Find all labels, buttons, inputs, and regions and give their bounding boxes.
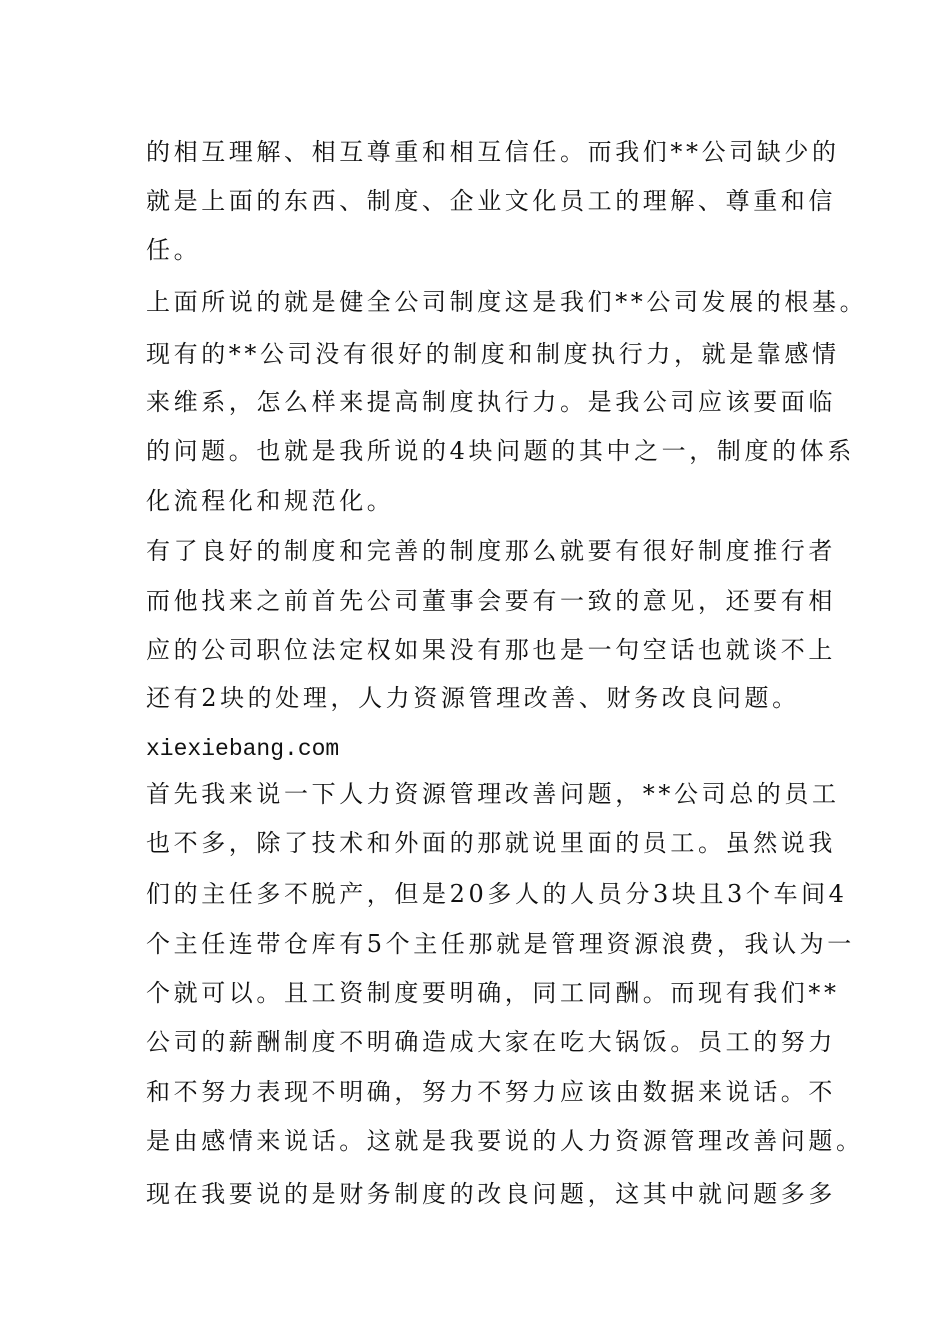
text-line-7: 的问题。也就是我所说的4块问题的其中之一，制度的体系 xyxy=(146,437,855,465)
text-line-6: 来维系，怎么样来提高制度执行力。是我公司应该要面临 xyxy=(146,388,836,416)
text-line-15: 们的主任多不脱产，但是20多人的人员分3块且3个车间4 xyxy=(146,880,848,908)
text-line-1: 的相互理解、相互尊重和相互信任。而我们**公司缺少的 xyxy=(146,138,840,166)
text-line-2: 就是上面的东西、制度、企业文化员工的理解、尊重和信 xyxy=(146,187,836,215)
text-line-18: 公司的薪酬制度不明确造成大家在吃大锅饭。员工的努力 xyxy=(146,1028,836,1056)
text-line-21: 现在我要说的是财务制度的改良问题，这其中就问题多多 xyxy=(146,1180,836,1208)
text-line-20: 是由感情来说话。这就是我要说的人力资源管理改善问题。 xyxy=(146,1127,864,1155)
text-line-5: 现有的**公司没有很好的制度和制度执行力，就是靠感情 xyxy=(146,340,840,368)
text-line-4: 上面所说的就是健全公司制度这是我们**公司发展的根基。 xyxy=(146,288,868,316)
text-line-9: 有了良好的制度和完善的制度那么就要有很好制度推行者 xyxy=(146,537,836,565)
text-line-16: 个主任连带仓库有5个主任那就是管理资源浪费，我认为一 xyxy=(146,930,855,958)
text-line-14: 也不多，除了技术和外面的那就说里面的员工。虽然说我 xyxy=(146,829,836,857)
source-link-text: xiexiebang.com xyxy=(146,736,340,762)
text-line-11: 应的公司职位法定权如果没有那也是一句空话也就谈不上 xyxy=(146,636,836,664)
text-line-13: 首先我来说一下人力资源管理改善问题，**公司总的员工 xyxy=(146,780,840,808)
text-line-19: 和不努力表现不明确，努力不努力应该由数据来说话。不 xyxy=(146,1078,836,1106)
text-line-17: 个就可以。且工资制度要明确，同工同酬。而现有我们** xyxy=(146,979,840,1007)
text-line-8: 化流程化和规范化。 xyxy=(146,487,395,515)
text-line-10: 而他找来之前首先公司董事会要有一致的意见，还要有相 xyxy=(146,587,836,615)
text-line-12: 还有2块的处理，人力资源管理改善、财务改良问题。 xyxy=(146,684,800,712)
text-line-3: 任。 xyxy=(146,236,202,264)
